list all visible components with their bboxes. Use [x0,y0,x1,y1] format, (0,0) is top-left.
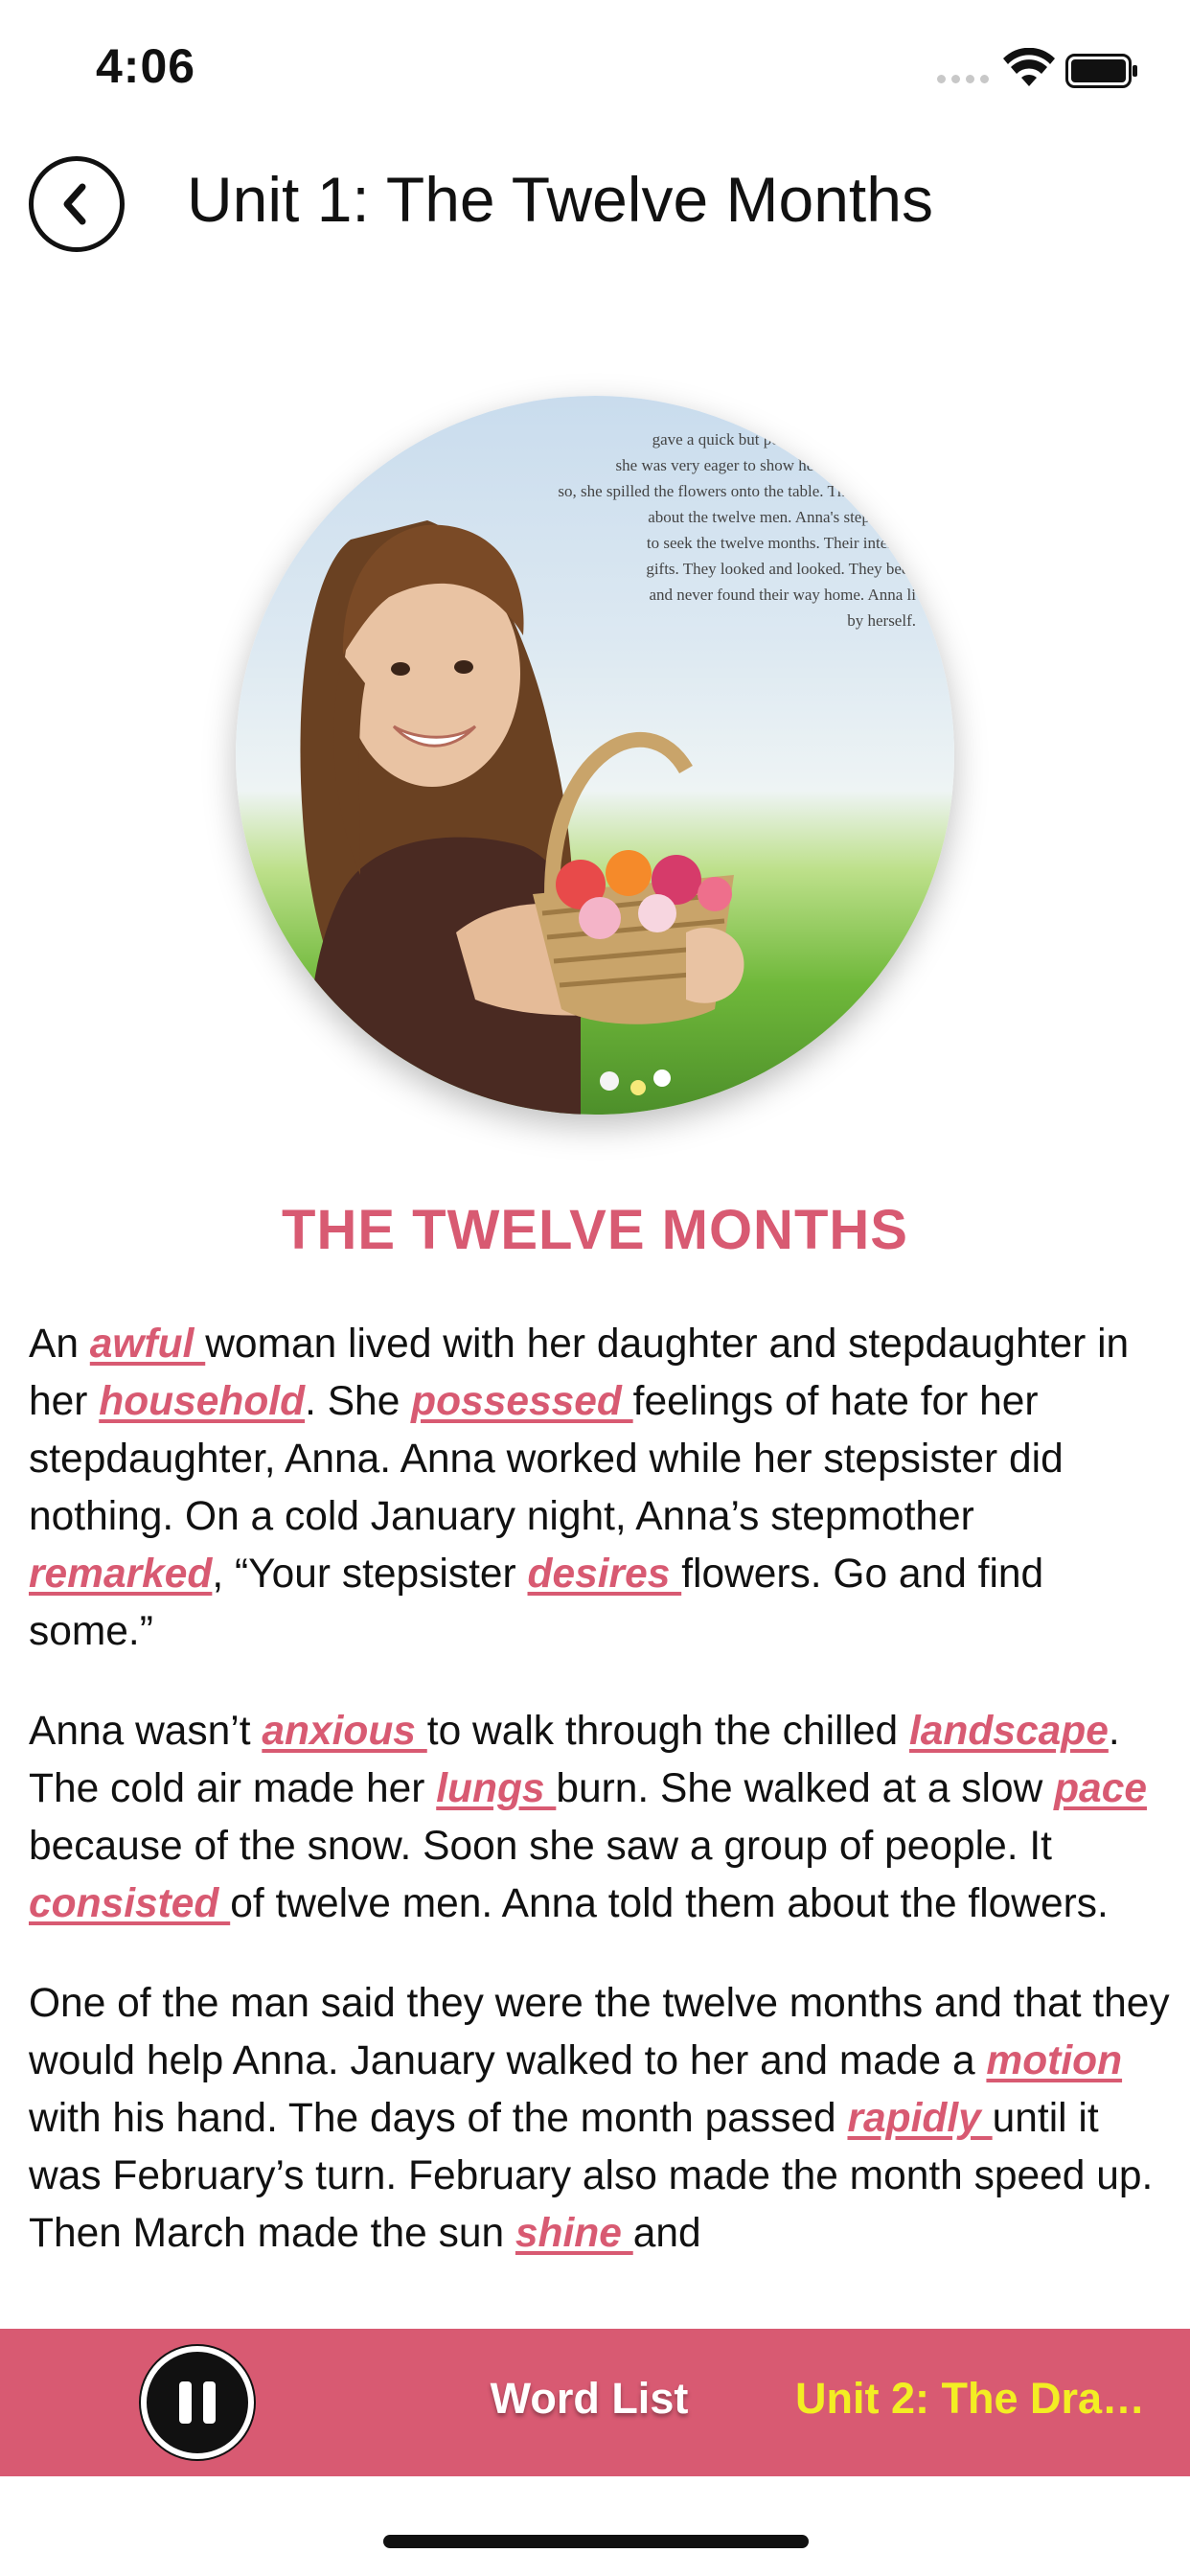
battery-icon [1065,54,1138,88]
story-paragraph: An awful woman lived with her daughter and stepdaughter in her household. She possessed feelings of hate for her stepdaughter, Anna. Anna worked while her stepsister did nothing. On a cold January night, Anna’s stepmother remarked, “Your stepsister desires flowers. Go and find some.” [29,1322,1130,1654]
illustration-page-text: gave a quick but polite "thank you" to th she was very eager to show her stepmother all so, she spilled the flowers onto the table. Then she told about the twelve men. Anna's stepmother to seek the twelve months. Their intent w gifts. They looked and looked. They beca and never found their way home. Anna li by herself. [558,430,916,630]
cellular-signal-icon [937,75,989,83]
story-paragraph: One of the man said they were the twelve months and that they would help Anna. January walked to her and made a motion with his hand. The days of the month passed rapidly until it was February’s turn. February also made the month speed up. Then March made the sun shine and [29,1981,1170,2256]
vocab-word-link[interactable]: anxious [262,1709,427,1754]
page-title: Unit 1: The Twelve Months [187,164,933,235]
back-button[interactable] [29,156,125,252]
vocab-word-link[interactable]: desires [527,1552,682,1597]
story-illustration [236,396,954,1115]
chevron-left-icon [57,181,96,227]
bottom-toolbar [0,2329,1190,2476]
status-time: 4:06 [96,39,196,93]
wifi-icon [1002,48,1056,88]
girl-with-flower-basket-image [236,396,954,1115]
vocab-word-link[interactable]: awful [89,1322,206,1367]
vocab-word-link[interactable]: remarked [29,1552,213,1597]
story-paragraph: Anna wasn’t anxious to walk through the chilled landscape. The cold air made her lungs burn. She walked at a slow pace because of the snow. Soon she saw a group of people. It consisted of twelve men. Anna told them about the flowers. [29,1709,1147,1926]
vocab-word-link[interactable]: possessed [411,1379,633,1424]
pause-button[interactable] [141,2346,254,2459]
vocab-word-link[interactable]: rapidly [847,2096,993,2141]
next-unit-button[interactable]: Unit 2: The Dra… [795,2374,1146,2423]
word-list-button[interactable]: Word List [490,2374,689,2423]
story-body [29,1316,1174,2305]
vocab-word-link[interactable]: shine [515,2211,633,2256]
vocab-word-link[interactable]: pace [1054,1766,1147,1811]
home-indicator[interactable] [383,2535,809,2548]
pause-icon [179,2381,216,2424]
status-bar [0,0,1190,134]
vocab-word-link[interactable]: lungs [436,1766,557,1811]
vocab-word-link[interactable]: landscape [908,1709,1109,1754]
vocab-word-link[interactable]: household [99,1379,306,1424]
story-title: THE TWELVE MONTHS [282,1199,908,1261]
vocab-word-link[interactable]: consisted [29,1881,231,1926]
vocab-word-link[interactable]: motion [986,2038,1123,2083]
